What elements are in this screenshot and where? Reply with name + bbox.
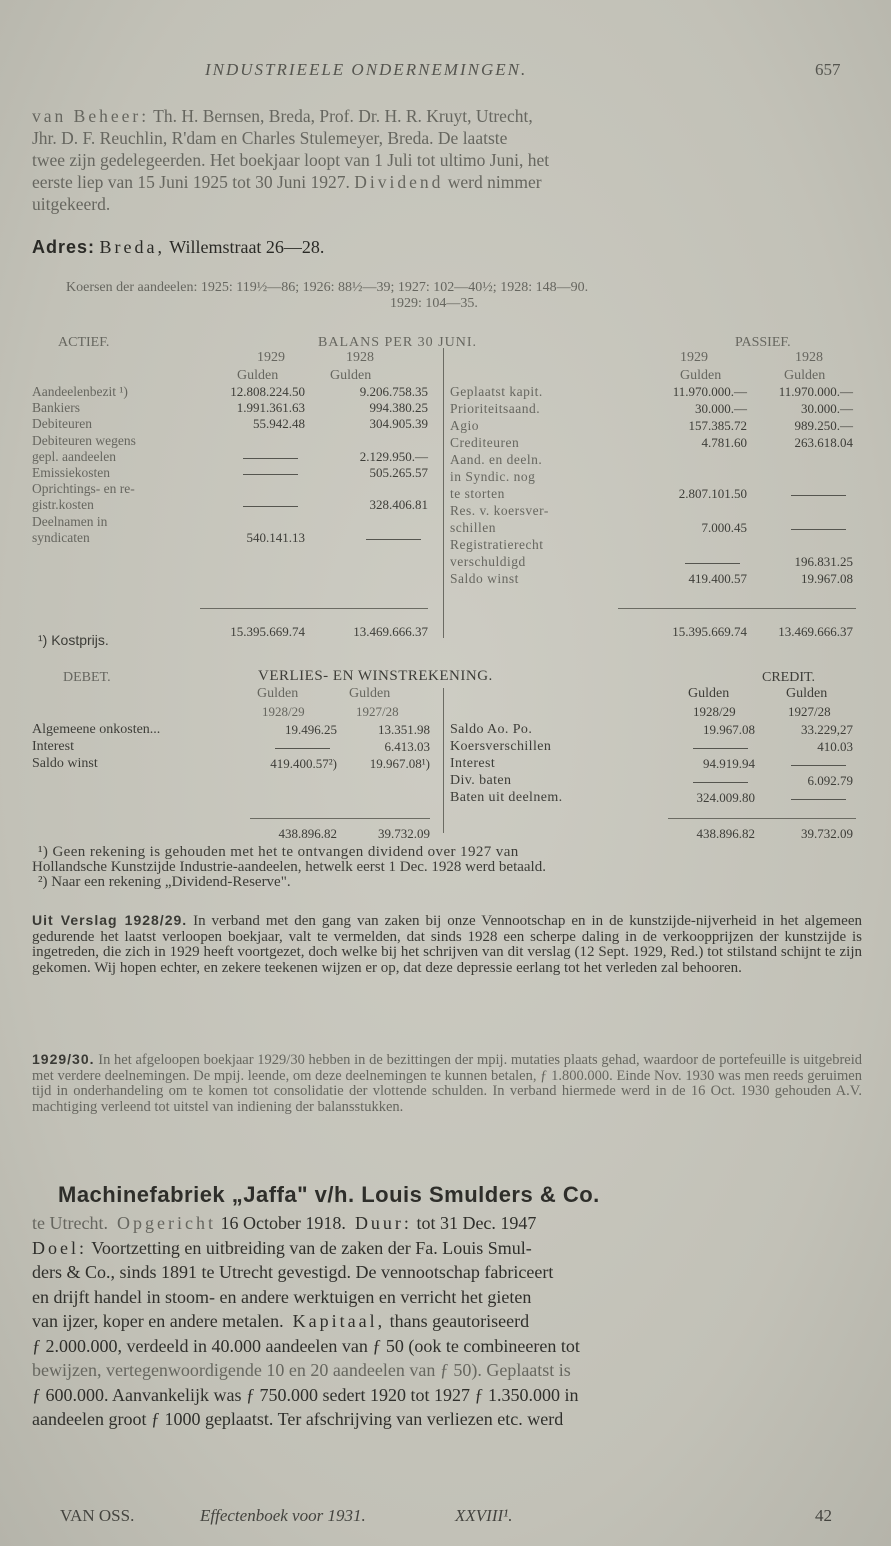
company-capital-label: Kapitaal,: [292, 1311, 386, 1331]
total-passief-1929: 15.395.669.74: [672, 624, 747, 639]
company-line-3: ders & Co., sinds 1891 te Utrecht gevestigd. De vennootschap fabriceert: [32, 1262, 554, 1282]
company-line-7: bewijzen, vertegenwoordigende 10 en 20 aandeelen van ƒ 50). Geplaatst is: [32, 1360, 571, 1380]
balance-year-b-right: 1928: [795, 350, 823, 365]
debet-row-b: 13.351.98: [378, 722, 430, 737]
total-credit-a: 438.896.82: [696, 826, 755, 841]
pl-footnote-2: ²) Naar een rekening „Dividend-Reserve".: [38, 874, 291, 890]
company-founded-label: Opgericht: [116, 1213, 216, 1233]
pl-year-b-right: 1927/28: [788, 704, 831, 719]
balance-title: BALANS PER 30 JUNI.: [318, 335, 478, 350]
actief-row-1928: 2.129.950.—: [359, 448, 428, 464]
address-street: Willemstraat 26—28.: [169, 237, 325, 257]
credit-row-b: [791, 799, 846, 800]
credit-row-a: 19.967.08: [703, 722, 755, 737]
actief-row-1929: 540.141.13: [246, 529, 305, 545]
total-debet-a: 438.896.82: [278, 826, 337, 841]
pl-year-a-right: 1928/29: [693, 704, 736, 719]
credit-row-label: Div. baten: [450, 773, 512, 788]
credit-row-label: Koersverschillen: [450, 739, 552, 754]
company-duration-label: Duur:: [354, 1213, 412, 1233]
balance-right-title: PASSIEF.: [735, 335, 791, 350]
passief-row-label: Registratierecht: [450, 537, 544, 552]
pl-left-title: DEBET.: [63, 670, 111, 685]
footer-sheet: 42: [815, 1506, 832, 1525]
footer-publisher: VAN OSS.: [60, 1506, 135, 1525]
actief-row-label: Oprichtings- en re-: [32, 481, 135, 497]
passief-row-label: Crediteuren: [450, 435, 520, 450]
actief-row-label: gistr.kosten: [32, 497, 94, 513]
credit-row-b: 33.229,27: [801, 722, 853, 737]
intro-line-3: twee zijn gedelegeerden. Het boekjaar loopt van 1 Juli tot ultimo Juni, het: [32, 150, 550, 170]
credit-row-a: 94.919.94: [703, 756, 755, 771]
actief-row-label: syndicaten: [32, 529, 90, 545]
balance-left-title: ACTIEF.: [58, 335, 110, 350]
passief-row-label: Agio: [450, 418, 479, 433]
pl-year-b-left: 1927/28: [356, 704, 399, 719]
company-founded-date: 16 October 1918.: [220, 1213, 346, 1233]
actief-row-1929: 12.808.224.50: [230, 384, 305, 399]
credit-row-label: Interest: [450, 756, 496, 771]
balance-year-a-right: 1929: [680, 350, 708, 365]
page-number: 657: [815, 60, 841, 79]
actief-row-1929: 1.991.361.63: [236, 400, 305, 416]
passief-row-1928: 19.967.08: [801, 571, 853, 586]
actief-row-label: Debiteuren: [32, 416, 92, 432]
company-title: Machinefabriek „Jaffa" v/h. Louis Smulders & Co.: [58, 1182, 600, 1207]
passief-row-label: Aand. en deeln.: [450, 452, 543, 467]
company-line-6: ƒ 2.000.000, verdeeld in 40.000 aandeelen van ƒ 50 (ook te combineeren tot: [32, 1335, 580, 1356]
total-passief-1928: 13.469.666.37: [778, 624, 853, 639]
passief-row-1929: 157.385.72: [688, 418, 747, 433]
company-city: te Utrecht.: [32, 1213, 108, 1233]
intro-line-1: Th. H. Bernsen, Breda, Prof. Dr. H. R. Kruyt, Utrecht,: [153, 106, 533, 126]
total-actief-1929: 15.395.669.74: [230, 624, 305, 639]
passief-row-label: te storten: [450, 486, 505, 501]
passief-row-label: in Syndic. nog: [450, 469, 536, 484]
intro-line-2: Jhr. D. F. Reuchlin, R'dam en Charles Stulemeyer, Breda. De laatste: [32, 128, 508, 148]
pl-unit-1: Gulden: [257, 686, 299, 701]
credit-row-b: 6.092.79: [807, 773, 853, 788]
passief-row-1928: 11.970.000.—: [778, 384, 853, 399]
intro-dividend-label: Dividend: [354, 172, 444, 192]
pl-footnote-1: ¹) Geen rekening is gehouden met het te ontvangen dividend over 1927 van: [38, 844, 519, 860]
balance-unit-2: Gulden: [330, 368, 372, 383]
company-line-5a: van ijzer, koper en andere metalen.: [32, 1311, 284, 1331]
address-label: Adres:: [32, 237, 96, 257]
verslag-paragraph: [32, 913, 862, 976]
actief-row-label: Aandeelenbezit ¹): [32, 384, 128, 399]
passief-row-label: Res. v. koersver-: [450, 503, 549, 518]
actief-row-1929: 55.942.48: [253, 416, 305, 432]
actief-row-label: gepl. aandeelen: [32, 448, 116, 464]
actief-row-1928: 304.905.39: [369, 416, 428, 432]
pl-title: VERLIES- EN WINSTREKENING.: [258, 668, 493, 684]
company-line-5b: thans geautoriseerd: [389, 1311, 530, 1331]
passief-row-label: verschuldigd: [450, 554, 526, 569]
running-header: INDUSTRIEELE ONDERNEMINGEN.: [205, 60, 528, 79]
passief-row-label: Geplaatst kapit.: [450, 384, 543, 399]
actief-row-1928: 9.206.758.35: [359, 384, 428, 399]
actief-row-label: Debiteuren wegens: [32, 432, 136, 448]
intro-line-5: uitgekeerd.: [32, 194, 111, 214]
pl-unit-3: Gulden: [688, 686, 730, 701]
pl-right-title: CREDIT.: [762, 670, 816, 685]
passief-row-1929: 4.781.60: [701, 435, 747, 450]
intro-spaced-label: van Beheer:: [32, 106, 150, 126]
company-duration-value: tot 31 Dec. 1947: [416, 1213, 537, 1233]
actief-row-1928: 505.265.57: [369, 465, 428, 480]
verslag-text: In verband met den gang van zaken bij onze Vennootschap en in de kunstzijde-nijverheid in het algemeen gedurende het laatst verloopen boekjaar, valt te vermelden, dat sinds 1928 een scherpe daling in de verkoopprijzen der kunstzijde is ingetreden, die zich in 1929 heeft voortgezet, doch welke bij het schrijven van dit verslag (12 Sept. 1929, Red.) tot stilstand schijnt te zijn gekomen. Wij hopen echter, en zekere teekenen wijzen er op, dat deze depressie eerlang tot het verleden zal behooren.: [32, 913, 862, 976]
debet-row-label: Algemeene onkosten...: [32, 722, 161, 737]
pl-year-a-left: 1928/29: [262, 704, 305, 719]
passief-row-1928: 196.831.25: [794, 554, 853, 569]
debet-total-rule: [250, 818, 430, 819]
company-purpose-text: Voortzetting en uitbreiding van de zaken der Fa. Louis Smul-: [91, 1237, 532, 1258]
debet-row-b: 6.413.03: [384, 739, 430, 754]
address-city: Breda,: [99, 237, 165, 257]
passief-row-label: Prioriteitsaand.: [450, 401, 541, 416]
passief-row-label: Saldo winst: [450, 571, 519, 586]
total-actief-1928: 13.469.666.37: [353, 624, 428, 639]
pl-unit-4: Gulden: [786, 686, 828, 701]
debet-row-label: Interest: [32, 739, 74, 754]
passief-row-1928: 263.618.04: [794, 435, 853, 450]
balance-year-a-left: 1929: [257, 350, 285, 365]
footer-volume: XXVIII¹.: [455, 1506, 513, 1525]
actief-row-label: Deelnamen in: [32, 513, 108, 529]
debet-row-a: 19.496.25: [285, 722, 337, 737]
balance-unit-4: Gulden: [784, 368, 826, 383]
year-1930-lead: 1929/30.: [32, 1051, 95, 1067]
company-body: [32, 1211, 862, 1432]
koersen-line-1: Koersen der aandeelen: 1925: 119½—86; 1926: 88½—39; 1927: 102—40½; 1928: 148—90.: [66, 280, 589, 295]
balance-footnote: ¹) Kostprijs.: [38, 632, 109, 648]
actief-row-1928: 328.406.81: [369, 497, 428, 513]
footer-book: Effectenboek voor 1931.: [200, 1506, 366, 1525]
pl-unit-2: Gulden: [349, 686, 391, 701]
passief-row-1929: 11.970.000.—: [672, 384, 747, 399]
passief-row-1929: 7.000.45: [701, 520, 747, 535]
intro-line-4b: werd nimmer: [447, 172, 542, 192]
credit-row-label: Baten uit deelnem.: [450, 790, 563, 805]
intro-line-4a: eerste liep van 15 Juni 1925 tot 30 Juni 1927.: [32, 172, 350, 192]
passief-row-1928: 989.250.—: [794, 418, 853, 433]
debet-row-b: 19.967.08¹): [369, 756, 430, 771]
balance-unit-1: Gulden: [237, 368, 279, 383]
credit-row-b: [791, 765, 846, 766]
company-purpose-label: Doel:: [32, 1237, 87, 1258]
koersen-line-2: 1929: 104—35.: [390, 296, 478, 311]
actief-row-1928: 994.380.25: [369, 400, 428, 416]
pl-footnote-1b: Hollandsche Kunstzijde Industrie-aandeelen, hetwelk eerst 1 Dec. 1928 werd betaald.: [32, 859, 546, 875]
credit-row-a: 324.009.80: [696, 790, 755, 805]
company-line-9: aandeelen groot ƒ 1000 geplaatst. Ter afschrijving van verliezen etc. werd: [32, 1409, 564, 1429]
credit-row-b: 410.03: [817, 739, 853, 754]
passief-row-1929: 2.807.101.50: [678, 486, 747, 501]
total-debet-b: 39.732.09: [378, 826, 430, 841]
balance-unit-3: Gulden: [680, 368, 722, 383]
pl-divider: [443, 688, 444, 833]
company-line-8: ƒ 600.000. Aanvankelijk was ƒ 750.000 sedert 1920 tot 1927 ƒ 1.350.000 in: [32, 1384, 579, 1405]
passief-row-1929: 30.000.—: [695, 401, 747, 416]
debet-row-a: [275, 748, 330, 749]
year-1930-text: In het afgeloopen boekjaar 1929/30 hebben in de bezittingen der mpij. mutaties plaats gehad, waardoor de portefeuille is uitgebreid met verdere deelnemingen. De mpij. leende, om deze deelnemingen te kunnen betalen, ƒ 1.800.000. Einde Nov. 1930 was men reeds geruimen tijd in onderhandeling om te komen tot consolidatie der vlottende schulden. In verband hiermede werd in de 16 Oct. 1930 gehouden A.V. machtiging verleend tot uitstel van indiening der balansstukken.: [32, 1052, 862, 1115]
total-credit-b: 39.732.09: [801, 826, 853, 841]
company-line-4: en drijft handel in stoom- en andere werktuigen en verricht het gieten: [32, 1286, 532, 1307]
actief-row-label: Bankiers: [32, 400, 80, 416]
verslag-lead: Uit Verslag 1928/29.: [32, 912, 188, 928]
actief-row-label: Emissiekosten: [32, 465, 110, 480]
balance-year-b-left: 1928: [346, 350, 374, 365]
credit-total-rule: [668, 818, 856, 819]
passief-row-1929: 419.400.57: [688, 571, 747, 586]
debet-row-label: Saldo winst: [32, 756, 98, 771]
credit-row-label: Saldo Ao. Po.: [450, 722, 533, 737]
credit-row-a: [693, 782, 748, 783]
credit-row-a: [693, 748, 748, 749]
debet-row-a: 419.400.57²): [270, 756, 337, 771]
passief-row-1928: 30.000.—: [801, 401, 853, 416]
passief-row-label: schillen: [450, 520, 496, 535]
year-1930-paragraph: [32, 1052, 862, 1115]
